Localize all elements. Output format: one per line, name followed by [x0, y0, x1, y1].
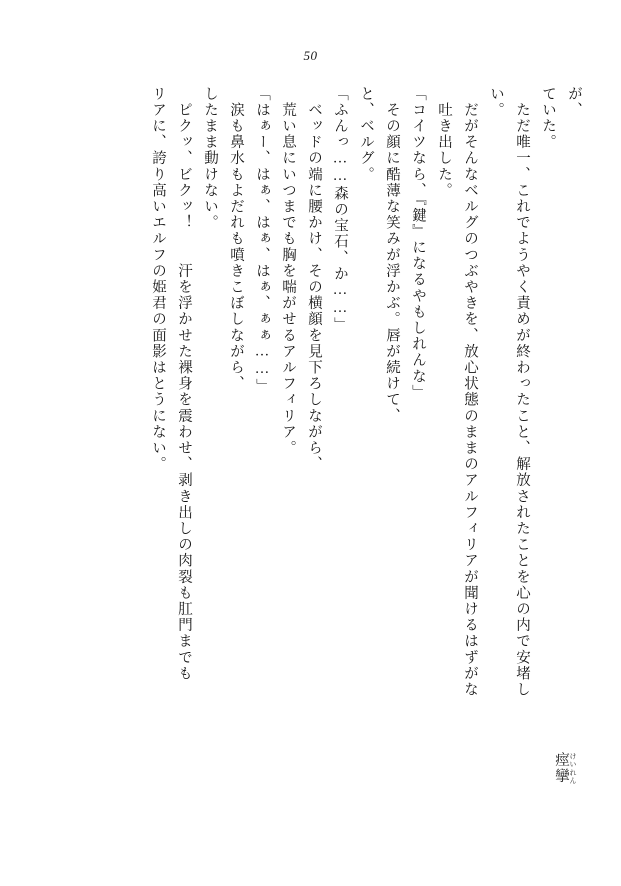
text-column: したまま動けない。 — [202, 86, 218, 231]
text-column: ピクッ、ビクッ！ 汗を浮かせた裸身を震わせ、剥き出しの肉裂も肛門までも — [176, 86, 192, 682]
text-column: 涙も鼻水もよだれも噴きこぼしながら、 — [228, 86, 244, 392]
text-column: 「ふんっ……森の宝石、か……」 — [332, 86, 348, 334]
text-column: 「はぁー、はぁ、はぁ、はぁ、ぁぁ……」 — [254, 86, 270, 395]
text-column: ただ唯一、これでようやく責めが終わったこと、解放されたことを心の内で安堵し — [514, 86, 530, 698]
vertical-text-body — [139, 86, 581, 846]
text-column: い。 — [488, 86, 504, 119]
ruby-reading: けいれん — [569, 752, 577, 785]
ruby-base-container — [553, 752, 577, 785]
text-column: 荒い息にいつまでも胸を喘がせるアルフィリア。 — [280, 86, 296, 457]
text-column: と、ベルグ。 — [358, 86, 374, 183]
page-number: 50 — [303, 48, 318, 63]
text-column: だがそんなベルグのつぶやきを、放心状態のままのアルフィリアが聞けるはずがな — [462, 86, 478, 698]
text-column: ベッドの端に腰かけ、その横顔を見下ろしながら、 — [306, 86, 322, 473]
ruby-base: 痙攣 — [553, 752, 569, 785]
text-column: が、 — [566, 86, 582, 119]
ruby-word — [554, 752, 578, 784]
text-column: 「コイツなら、『鍵』になるやもしれんな」 — [410, 86, 426, 401]
text-column: 吐き出した。 — [436, 86, 452, 199]
text-column: リアに、誇り高いエルフの姫君の面影はとうにない。 — [150, 86, 166, 473]
text-column: ていた。 — [540, 86, 556, 151]
text-column: その顔に酷薄な笑みが浮かぶ。唇が続けて、 — [384, 86, 400, 425]
